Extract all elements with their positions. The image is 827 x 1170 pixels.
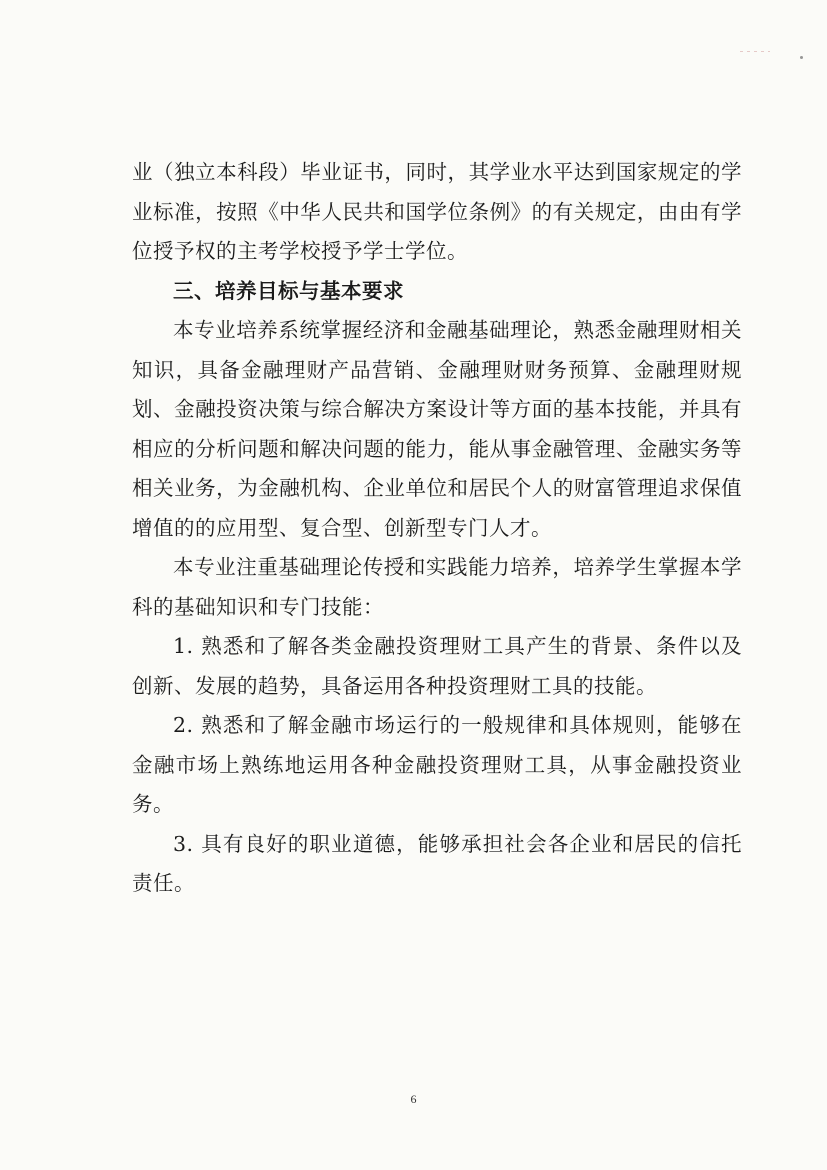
scan-artifact-mark (740, 38, 770, 41)
paragraph-degree: 业（独立本科段）毕业证书，同时，其学业水平达到国家规定的学业标准，按照《中华人民共和国学位条例》的有关规定，由由有学位授予权的主考学校授予学士学位。 (132, 160, 742, 263)
document-body (132, 153, 742, 904)
list-item-requirement-1: 1. 熟悉和了解各类金融投资理财工具产生的背景、条件以及创新、发展的趋势，具备运用各种投资理财工具的技能。 (132, 634, 742, 698)
list-item-requirement-3: 3. 具有良好的职业道德，能够承担社会各企业和居民的信托责任。 (132, 831, 742, 895)
scan-artifact-dot (800, 56, 803, 59)
paragraph-training-goal: 本专业培养系统掌握经济和金融基础理论，熟悉金融理财相关知识，具备金融理财产品营销、金融理财财务预算、金融理财规划、金融投资决策与综合解决方案设计等方面的基本技能，并具有相应的分析问题和解决问题的能力，能从事金融管理、金融实务等相关业务，为金融机构、企业单位和居民个人的财富管理追求保值增值的的应用型、复合型、创新型专门人才。 (132, 318, 742, 540)
page-number: 6 (410, 1092, 417, 1106)
section-heading-training-goals: 三、培养目标与基本要求 (173, 278, 404, 303)
list-item-requirement-2: 2. 熟悉和了解金融市场运行的一般规律和具体规则，能够在金融市场上熟练地运用各种金融投资理财工具，从事金融投资业务。 (132, 713, 742, 816)
paragraph-skills-intro: 本专业注重基础理论传授和实践能力培养，培养学生掌握本学科的基础知识和专门技能： (132, 555, 742, 619)
